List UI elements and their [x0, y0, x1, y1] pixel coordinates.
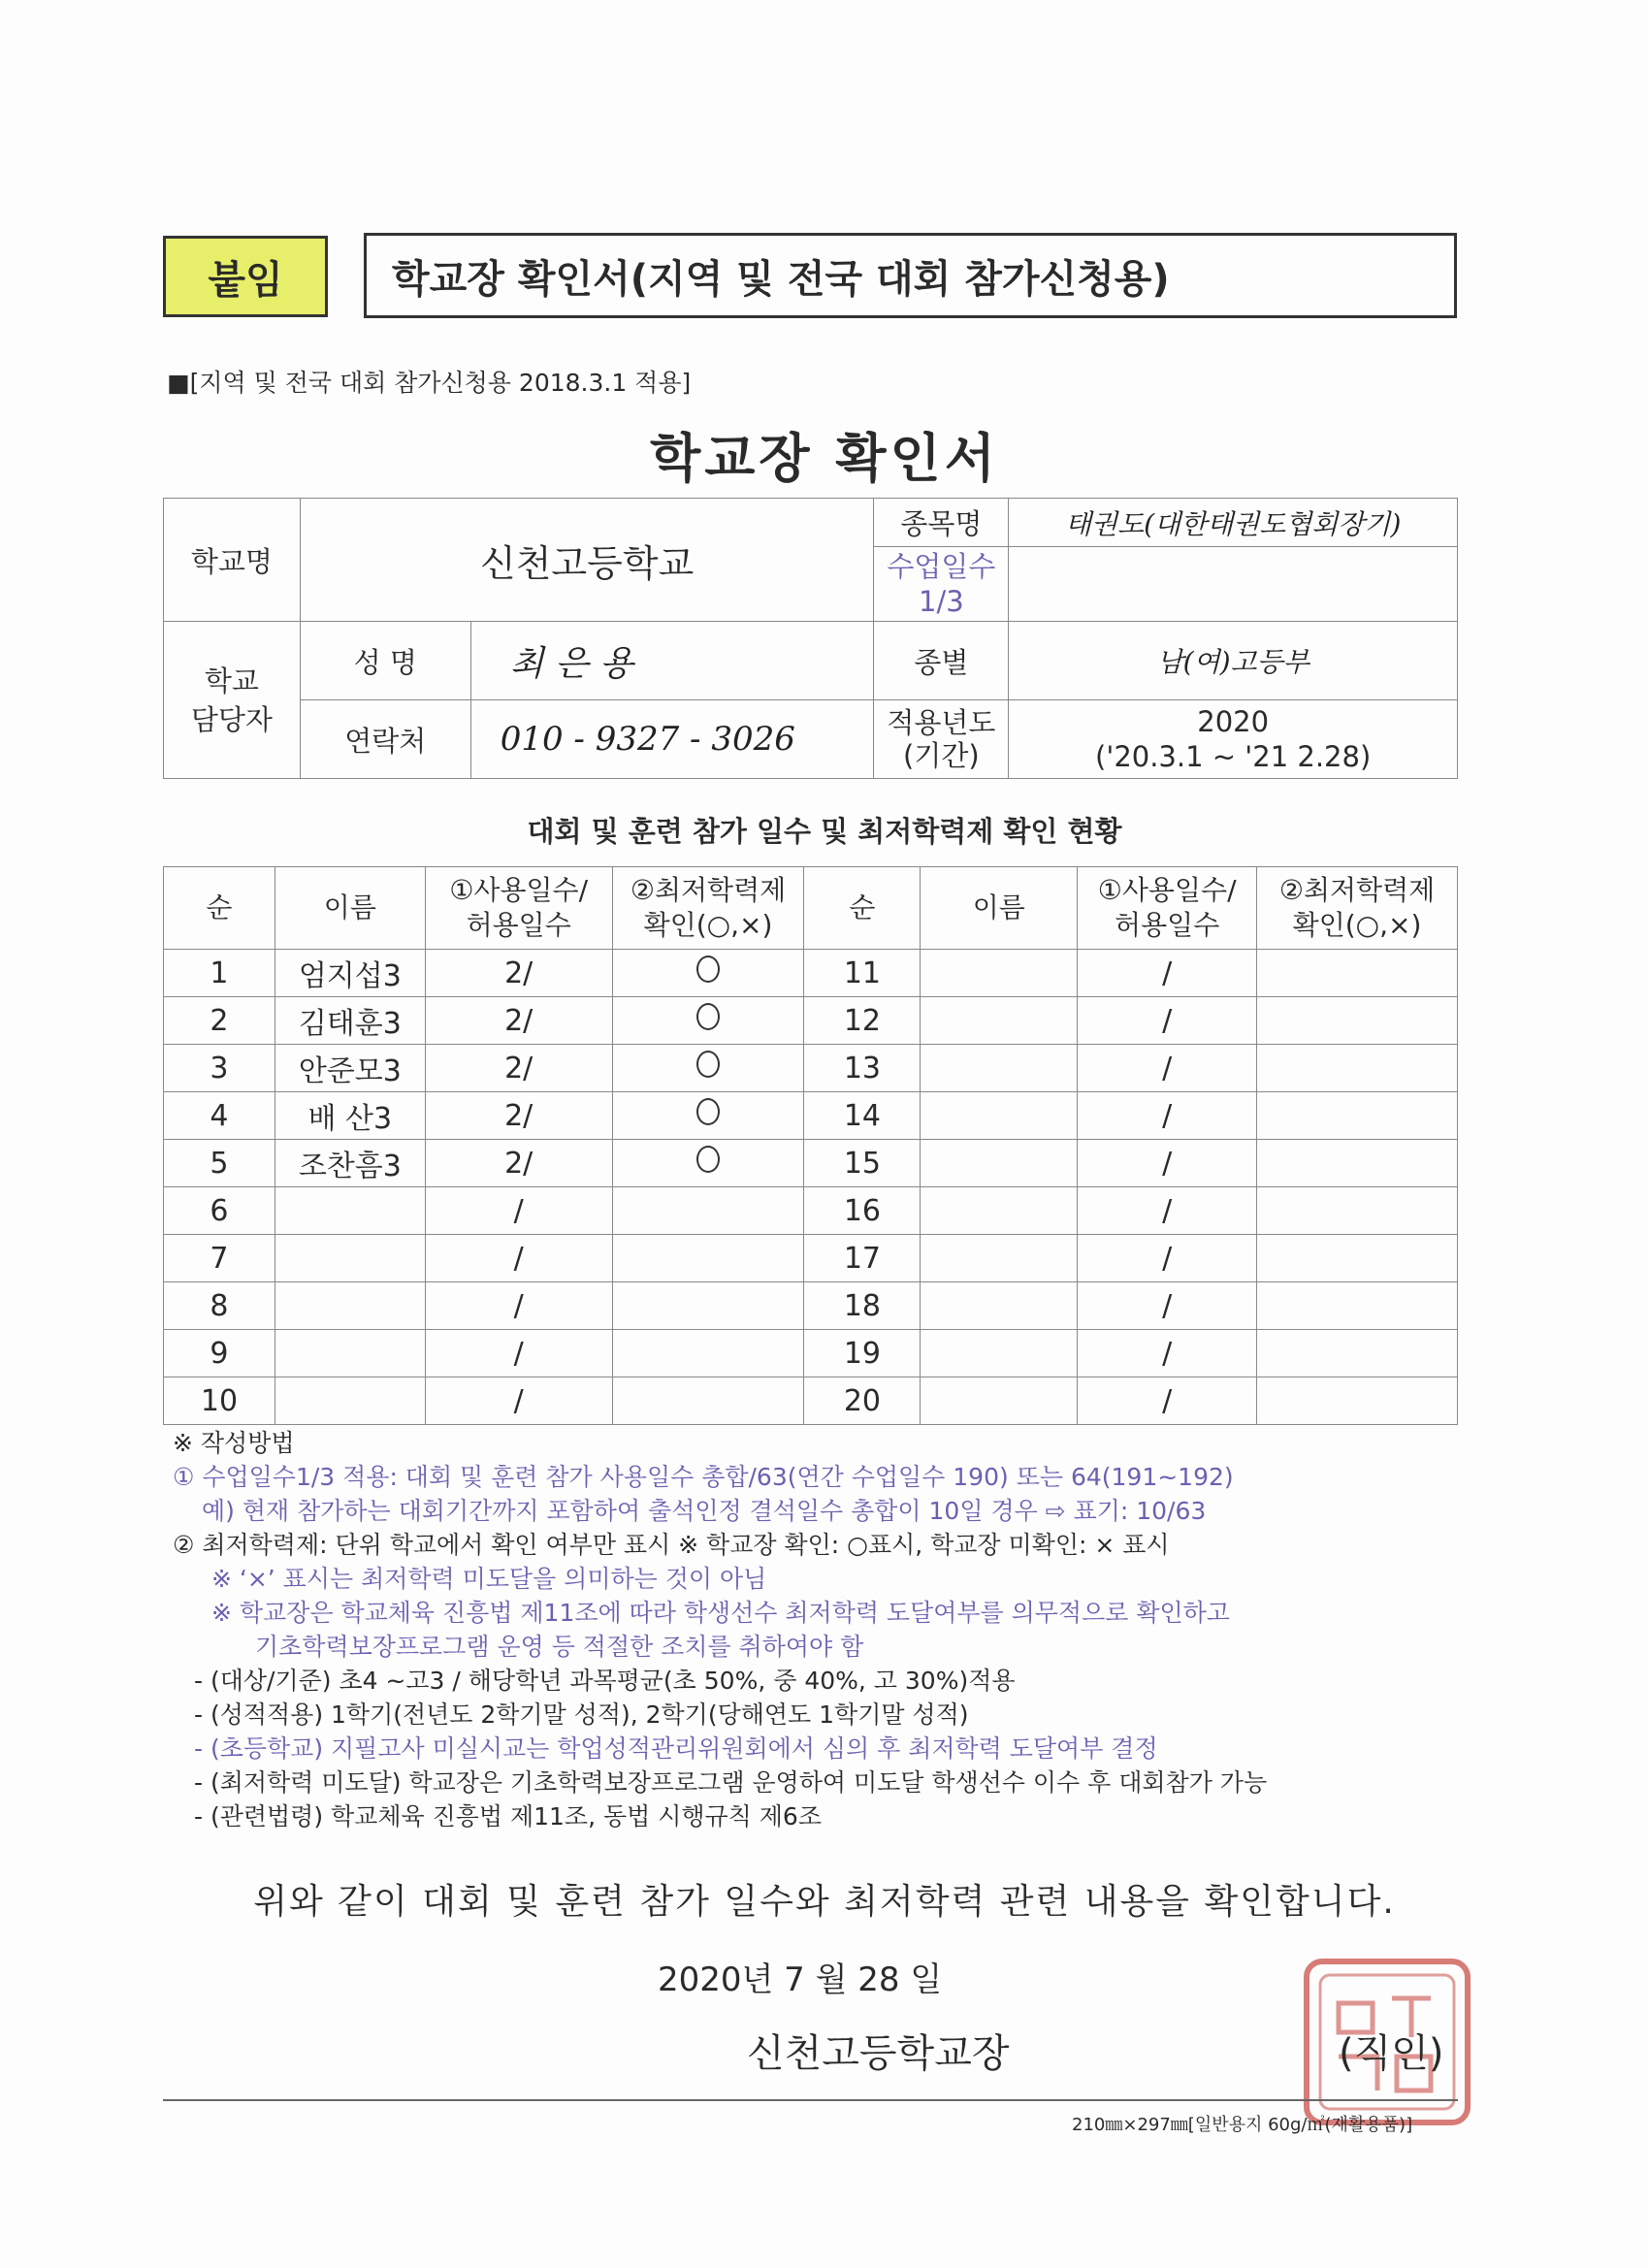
check-mark-circle	[696, 1146, 720, 1173]
row-days-right: /	[1078, 1140, 1257, 1187]
row-no: 7	[164, 1235, 275, 1282]
table-row	[164, 997, 1458, 1045]
col-check-line2: 확인(○,×)	[643, 909, 773, 941]
class-days-sub: 1/3	[919, 585, 964, 618]
row-days-right: /	[1078, 950, 1257, 997]
row-no-right: 13	[804, 1045, 921, 1092]
table-row	[164, 1045, 1458, 1092]
row-days-right: /	[1078, 1187, 1257, 1235]
row-days-right: /	[1078, 1282, 1257, 1330]
school-info-table	[163, 498, 1458, 779]
row-name	[275, 1235, 425, 1282]
row-name-right	[921, 1377, 1078, 1425]
row-days-right: /	[1078, 1235, 1257, 1282]
confirmation-text: 위와 같이 대회 및 훈련 참가 일수와 최저학력 관련 내용을 확인합니다.	[253, 1882, 1396, 1922]
year-value: 2020	[1197, 705, 1270, 738]
col-days-right-line2: 허용일수	[1115, 909, 1220, 941]
row-name	[275, 1187, 425, 1235]
row-check-right	[1257, 1187, 1458, 1235]
contact-label: 연락처	[300, 700, 470, 779]
note-6: - (최저학력 미도달) 학교장은 기초학력보장프로그램 운영하여 미도달 학생선수 이수 후 대회참가 가능	[194, 1768, 1268, 1797]
year-label-2: (기간)	[903, 739, 980, 772]
row-no-right: 19	[804, 1330, 921, 1377]
row-name-right	[921, 1330, 1078, 1377]
check-mark-circle	[696, 956, 720, 983]
gender-value: 남(여)고등부	[1009, 622, 1458, 700]
row-no: 1	[164, 950, 275, 997]
table-header-row	[164, 867, 1458, 950]
sign-date: 2020년 7 월 28 일	[658, 1960, 943, 1999]
col-days-line2: 허용일수	[466, 909, 571, 941]
gender-label: 종별	[874, 622, 1009, 700]
row-days: 2/	[425, 1092, 612, 1140]
row-days-right: /	[1078, 1330, 1257, 1377]
school-name: 신천고등학교	[300, 499, 874, 622]
document-title: 학교장 확인서	[650, 428, 999, 489]
row-check	[612, 1330, 804, 1377]
school-label: 학교명	[164, 499, 301, 622]
note-2d: 기초학력보장프로그램 운영 등 적절한 조치를 취하여야 함	[255, 1633, 864, 1661]
table-row	[164, 1140, 1458, 1187]
note-2c: ※ 학교장은 학교체육 진흥법 제11조에 따라 학생선수 최저학력 도달여부를 의무적으로 확인하고	[211, 1599, 1230, 1627]
note-1a: ① 수업일수1/3 적용: 대회 및 훈련 참가 사용일수 총합/63(연간 수업일수 190) 또는 64(191~192)	[173, 1463, 1234, 1491]
col-days	[425, 867, 612, 950]
check-mark-circle	[696, 1098, 720, 1125]
row-name	[275, 1282, 425, 1330]
row-name	[275, 1377, 425, 1425]
col-check-right	[1257, 867, 1458, 950]
col-no-right: 순	[804, 867, 921, 950]
manager-label-1: 학교	[204, 664, 259, 697]
row-name-right	[921, 997, 1078, 1045]
row-name-right	[921, 1282, 1078, 1330]
row-name-right	[921, 1045, 1078, 1092]
row-name-right	[921, 1140, 1078, 1187]
event-value: 태권도(대한태권도협회장기)	[1009, 499, 1458, 547]
row-name: 엄지섭3	[275, 950, 425, 997]
usage-note: ■[지역 및 전국 대회 참가신청용 2018.3.1 적용]	[167, 369, 692, 397]
manager-label-2: 담당자	[190, 702, 273, 736]
year-cell	[874, 700, 1009, 779]
row-check-right	[1257, 1377, 1458, 1425]
row-days: 2/	[425, 950, 612, 997]
row-name: 안준모3	[275, 1045, 425, 1092]
table-row	[164, 950, 1458, 997]
paper-spec: 210㎜×297㎜[일반용지 60g/㎡(재활용품)]	[1072, 2115, 1413, 2135]
note-4: - (성적적용) 1학기(전년도 2학기말 성적), 2학기(당해연도 1학기말 성적)	[194, 1701, 969, 1729]
check-mark-circle	[696, 1003, 720, 1030]
note-1b: 예) 현재 참가하는 대회기간까지 포함하여 출석인정 결석일수 총합이 10일 경우 ⇨ 표기: 10/63	[202, 1497, 1207, 1525]
col-name-right: 이름	[921, 867, 1078, 950]
col-no: 순	[164, 867, 275, 950]
row-days: 2/	[425, 997, 612, 1045]
year-label-1: 적용년도	[887, 706, 996, 739]
note-2b: ※ ‘×’ 표시는 최저학력 미도달을 의미하는 것이 아님	[211, 1565, 767, 1593]
class-days-label: 수업일수	[887, 550, 996, 583]
row-name-right	[921, 1235, 1078, 1282]
check-mark-circle	[696, 1051, 720, 1078]
row-name: 조찬흠3	[275, 1140, 425, 1187]
row-no-right: 14	[804, 1092, 921, 1140]
row-check	[612, 997, 804, 1045]
year-value-cell	[1009, 700, 1458, 779]
row-no-right: 18	[804, 1282, 921, 1330]
row-check	[612, 1140, 804, 1187]
form-title: 학교장 확인서(지역 및 전국 대회 참가신청용)	[392, 256, 1170, 302]
row-check-right	[1257, 997, 1458, 1045]
period-value: ('20.3.1 ~ '21 2.28)	[1095, 740, 1372, 773]
table-row	[164, 1330, 1458, 1377]
row-days: /	[425, 1377, 612, 1425]
seal-label: (직인)	[1339, 2031, 1444, 2076]
principal-name: 신천고등학교장	[747, 2031, 1010, 2076]
table-row	[164, 1187, 1458, 1235]
row-name-right	[921, 1187, 1078, 1235]
row-no: 8	[164, 1282, 275, 1330]
note-2a: ② 최저학력제: 단위 학교에서 확인 여부만 표시 ※ 학교장 확인: ○표시, 학교장 미확인: × 표시	[173, 1531, 1170, 1559]
col-check-line1: ②최저학력제	[630, 874, 787, 906]
table-row	[164, 1377, 1458, 1425]
row-days: /	[425, 1330, 612, 1377]
row-check	[612, 1377, 804, 1425]
row-no-right: 16	[804, 1187, 921, 1235]
row-check	[612, 1045, 804, 1092]
row-check-right	[1257, 1282, 1458, 1330]
table-row	[164, 1092, 1458, 1140]
section-title: 대회 및 훈련 참가 일수 및 최저학력제 확인 현황	[527, 815, 1122, 848]
row-name: 김태훈3	[275, 997, 425, 1045]
row-check	[612, 1235, 804, 1282]
class-days-value	[1009, 547, 1458, 622]
table-row	[164, 1282, 1458, 1330]
name-label: 성 명	[300, 622, 470, 700]
contact-value: 010 - 9327 - 3026	[470, 700, 874, 779]
participants-table	[163, 866, 1458, 1425]
row-check	[612, 1282, 804, 1330]
manager-cell	[164, 622, 301, 779]
row-no: 9	[164, 1330, 275, 1377]
row-no: 3	[164, 1045, 275, 1092]
row-days-right: /	[1078, 997, 1257, 1045]
col-check	[612, 867, 804, 950]
class-days-cell	[874, 547, 1009, 622]
instructions	[173, 1426, 1267, 1833]
col-check-right-line2: 확인(○,×)	[1292, 909, 1422, 941]
col-days-right-line1: ①사용일수/	[1097, 874, 1237, 906]
row-days-right: /	[1078, 1377, 1257, 1425]
col-name: 이름	[275, 867, 425, 950]
row-name-right	[921, 950, 1078, 997]
row-days-right: /	[1078, 1045, 1257, 1092]
row-no: 10	[164, 1377, 275, 1425]
row-no-right: 15	[804, 1140, 921, 1187]
row-days: /	[425, 1187, 612, 1235]
row-name-right	[921, 1092, 1078, 1140]
row-name: 배 산3	[275, 1092, 425, 1140]
row-no: 4	[164, 1092, 275, 1140]
instructions-heading: ※ 작성방법	[173, 1429, 295, 1457]
row-no: 5	[164, 1140, 275, 1187]
row-check-right	[1257, 1092, 1458, 1140]
form-title-box	[364, 233, 1457, 318]
row-check-right	[1257, 950, 1458, 997]
row-days: /	[425, 1282, 612, 1330]
col-check-right-line1: ②최저학력제	[1278, 874, 1436, 906]
col-days-line1: ①사용일수/	[449, 874, 589, 906]
row-no: 2	[164, 997, 275, 1045]
row-no-right: 11	[804, 950, 921, 997]
note-5: - (초등학교) 지필고사 미실시교는 학업성적관리위원회에서 심의 후 최저학력 도달여부 결정	[194, 1734, 1158, 1763]
row-check	[612, 1092, 804, 1140]
event-label: 종목명	[874, 499, 1009, 547]
row-days-right: /	[1078, 1092, 1257, 1140]
row-no-right: 12	[804, 997, 921, 1045]
row-days: /	[425, 1235, 612, 1282]
row-check	[612, 950, 804, 997]
col-days-right	[1078, 867, 1257, 950]
row-no: 6	[164, 1187, 275, 1235]
bottom-divider	[163, 2099, 1458, 2101]
manager-name: 최 은 용	[470, 622, 874, 700]
table-row	[164, 1235, 1458, 1282]
row-days: 2/	[425, 1045, 612, 1092]
row-check-right	[1257, 1140, 1458, 1187]
row-no-right: 20	[804, 1377, 921, 1425]
note-7: - (관련법령) 학교체육 진흥법 제11조, 동법 시행규칙 제6조	[194, 1802, 822, 1831]
row-no-right: 17	[804, 1235, 921, 1282]
row-check	[612, 1187, 804, 1235]
row-name	[275, 1330, 425, 1377]
attachment-badge: 붙임	[163, 236, 328, 317]
note-3: - (대상/기준) 초4 ~고3 / 해당학년 과목평균(초 50%, 중 40%, 고 30%)적용	[194, 1667, 1016, 1695]
row-check-right	[1257, 1235, 1458, 1282]
row-days: 2/	[425, 1140, 612, 1187]
row-check-right	[1257, 1330, 1458, 1377]
row-check-right	[1257, 1045, 1458, 1092]
